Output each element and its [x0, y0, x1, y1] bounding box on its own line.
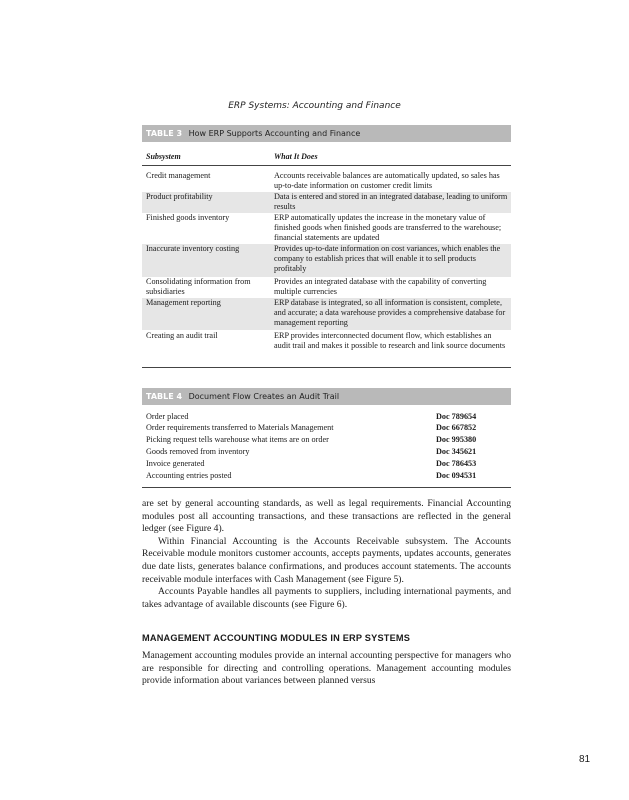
- section-heading: MANAGEMENT ACCOUNTING MODULES IN ERP SYSTEMS: [142, 633, 411, 643]
- table-row: [142, 213, 511, 244]
- table4-doc-cell: Doc 786453: [436, 459, 477, 468]
- table3-subsystem-cell: Consolidating information from subsidiaries: [146, 277, 251, 297]
- table3-title: How ERP Supports Accounting and Finance: [188, 129, 361, 138]
- body-paragraph-1: are set by general accounting standards, as well as legal requirements. Financial Accounting modules post all accounting transactions, and these transactions are reflected in the general ledger (see Figure 4).: [142, 498, 511, 535]
- table4-event-cell: Accounting entries posted: [146, 471, 232, 480]
- table4-event-cell: Invoice generated: [146, 459, 205, 468]
- table-row: [142, 298, 511, 330]
- table4-event-cell: Order requirements transferred to Materials Management: [146, 423, 334, 432]
- table-row: [142, 411, 511, 422]
- table3-subsystem-cell: Finished goods inventory: [146, 213, 230, 222]
- table-row: [142, 470, 511, 481]
- table4-doc-cell: Doc 789654: [436, 412, 477, 421]
- table3-subsystem-cell: Creating an audit trail: [146, 331, 218, 340]
- table-row: [142, 244, 511, 277]
- table3-description-cell: Provides an integrated database with the capability of converting multiple currencies: [274, 277, 487, 297]
- body-paragraph-2: Within Financial Accounting is the Accounts Receivable subsystem. The Accounts Receivable module monitors customer accounts, accepts payments, updates accounts, generates due date lists, generates balance confirmations, and produces account statements. The accounts receivable module interfaces with Cash Management (see Figure 5).: [142, 535, 511, 585]
- page-number: 81: [579, 754, 591, 765]
- table3-bottom-rule: [142, 367, 511, 368]
- table-row: [142, 277, 511, 297]
- table4-title: Document Flow Creates an Audit Trail: [188, 392, 340, 401]
- table-row: [142, 446, 511, 457]
- table4-title-bar: [142, 388, 511, 405]
- running-head: ERP Systems: Accounting and Finance: [228, 101, 401, 111]
- section-body-text: [142, 650, 511, 688]
- table-row: [142, 434, 511, 445]
- table-row: [142, 458, 511, 469]
- table3-subsystem-cell: Product profitability: [146, 192, 213, 201]
- table3-description-cell: Data is entered and stored in an integrated database, leading to uniform results: [274, 192, 508, 212]
- section-paragraph: Management accounting modules provide an internal accounting perspective for managers who are responsible for directing and controlling operations. Management accounting modules provide information about variances between planned versus: [142, 650, 511, 687]
- table4-doc-cell: Doc 667852: [436, 423, 477, 432]
- table-row: [142, 192, 511, 213]
- table4-doc-cell: Doc 094531: [436, 471, 477, 480]
- table3-subsystem-cell: Inaccurate inventory costing: [146, 244, 240, 253]
- table3-description-cell: Accounts receivable balances are automatically updated, so sales has up-to-date information on customer credit limits: [274, 171, 500, 191]
- table4-tag: TABLE 4: [146, 392, 183, 401]
- table-row: [142, 331, 511, 362]
- table3-header-rule: [142, 165, 511, 166]
- table4-doc-cell: Doc 995380: [436, 435, 477, 444]
- table4-event-cell: Order placed: [146, 412, 189, 421]
- table3-description-cell: ERP database is integrated, so all information is consistent, complete, and accurate; a data warehouse provides a comprehensive database for management reporting: [274, 298, 506, 328]
- table3-description-cell: ERP provides interconnected document flow, which establishes an audit trail and makes it possible to research and link source documents: [274, 331, 506, 351]
- table3-title-bar: [142, 125, 511, 142]
- body-text: [142, 498, 511, 611]
- table3-col-subsystem-header: Subsystem: [146, 152, 181, 161]
- table4-bottom-rule: [142, 487, 511, 488]
- table3-col-description-header: What It Does: [274, 152, 318, 161]
- table3-tag: TABLE 3: [146, 129, 183, 138]
- table3-description-cell: Provides up-to-date information on cost variances, which enables the company to establish prices that will enable it to sell products profitably: [274, 244, 501, 274]
- table3-subsystem-cell: Management reporting: [146, 298, 221, 307]
- body-paragraph-3: Accounts Payable handles all payments to suppliers, including international payments, and takes advantage of available discounts (see Figure 6).: [142, 586, 511, 610]
- table3-description-cell: ERP automatically updates the increase in the monetary value of finished goods when finished goods are transferred to the warehouse; financial statements are updated: [274, 213, 502, 243]
- table3-subsystem-cell: Credit management: [146, 171, 211, 180]
- table-row: [142, 171, 511, 191]
- table4-doc-cell: Doc 345621: [436, 447, 477, 456]
- table4-event-cell: Picking request tells warehouse what items are on order: [146, 435, 329, 444]
- table-row: [142, 422, 511, 433]
- table4-event-cell: Goods removed from inventory: [146, 447, 250, 456]
